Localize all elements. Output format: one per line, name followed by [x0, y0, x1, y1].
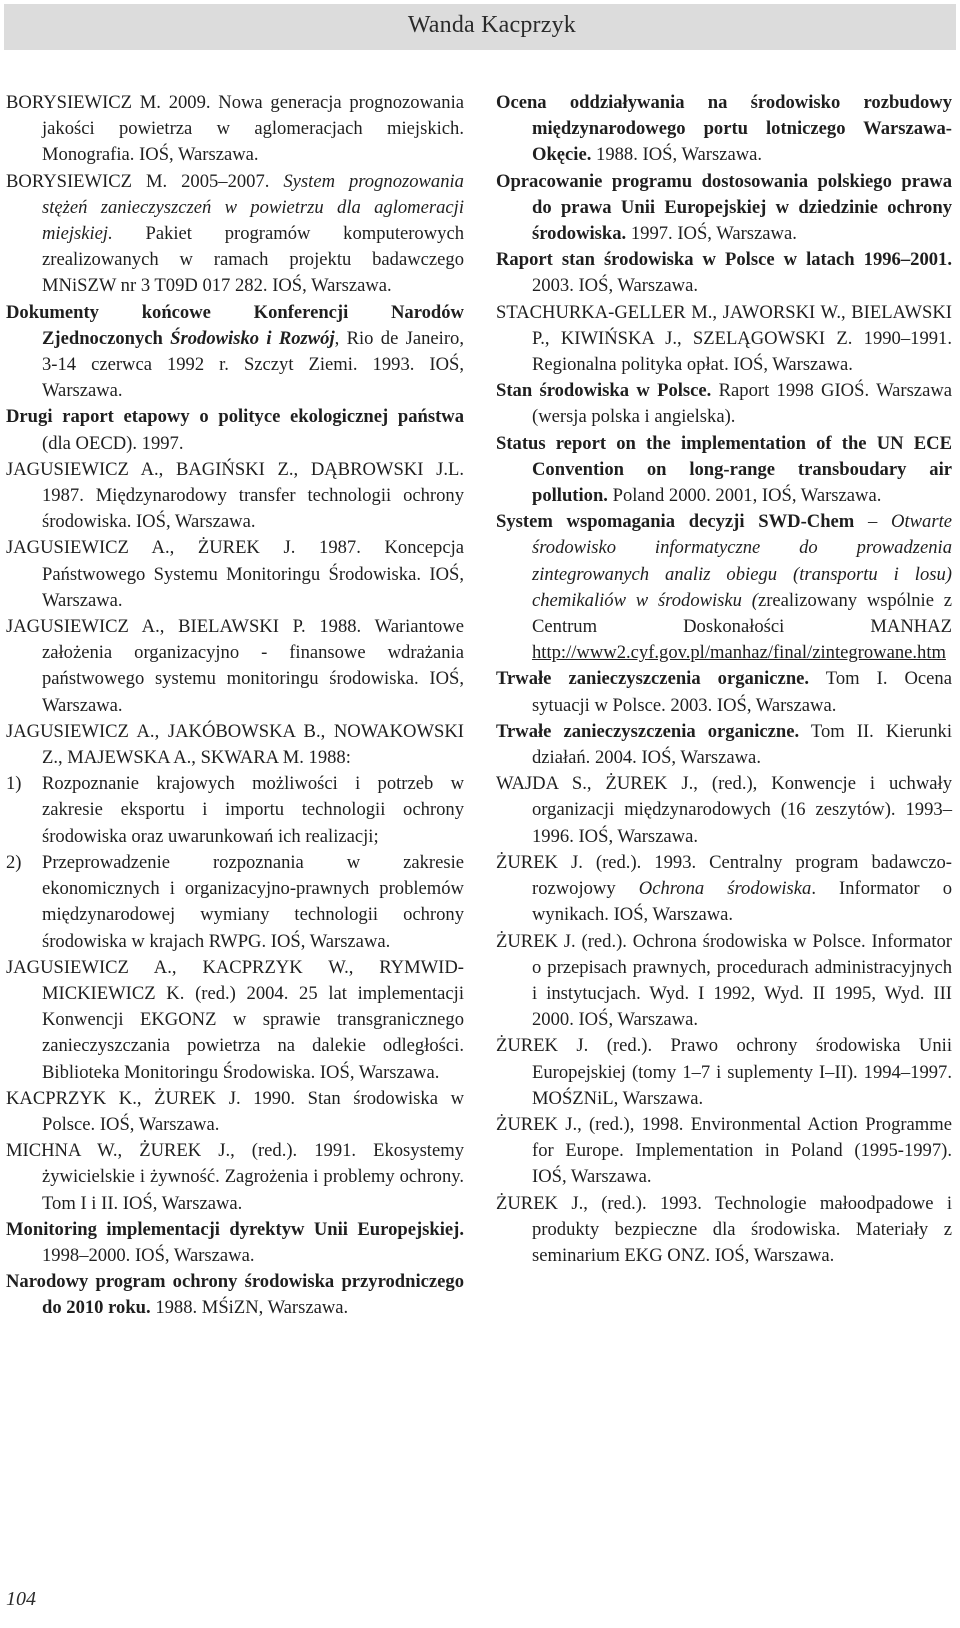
reference-link[interactable]: http://www2.cyf.gov.pl/manhaz/final/zintegrowane.htm — [532, 642, 946, 664]
reference-text: BORYSIEWICZ M. 2009. Nowa generacja prognozowania jakości powietrza w aglomeracjach miejskich. Monografia. IOŚ, Warszawa. — [6, 92, 464, 166]
reference-text: JAGUSIEWICZ A., BAGIŃSKI Z., DĄBROWSKI J.L. 1987. Międzynarodowy transfer technologii ochrony środowiska. IOŚ, Warszawa. — [6, 458, 464, 533]
reference-text: Tom II. Kierunki działań. 2004. IOŚ, Warszawa. — [532, 720, 952, 769]
reference-text: (dla OECD). 1997. — [42, 432, 184, 454]
reference-entry — [496, 719, 952, 771]
sub-item-number: 1) — [6, 773, 22, 795]
page-number: 104 — [6, 1588, 36, 1610]
reference-text: . Informator o wynikach. IOŚ, Warszawa. — [532, 878, 952, 926]
sub-item-text: Przeprowadzenie rozpoznania w zakresie ekonomicznych i organizacyjno-prawnych problemów międzynarodowej wymiany technologii ochrony środowiska w krajach RWPG. IOŚ, Warszawa. — [42, 851, 464, 952]
reference-text: Raport 1998 GIOŚ. Warszawa (wersja polska i angielska). — [532, 380, 952, 428]
reference-entry — [6, 614, 464, 719]
reference-entry — [6, 457, 464, 536]
reference-entry — [6, 404, 464, 456]
sub-item-number: 2) — [6, 851, 22, 873]
reference-entry — [496, 1191, 952, 1270]
reference-entry — [6, 719, 464, 771]
reference-text: JAGUSIEWICZ A., KACPRZYK W., RYMWID-MICKIEWICZ K. (red.) 2004. 25 lat implementacji Konwencji EKGONZ w sprawie transgranicznego zanieczyszczania powietrza na dalekie odległości. Biblioteka Monitoringu Środowiska. IOŚ, Warszawa. — [6, 956, 464, 1083]
reference-entry — [496, 666, 952, 718]
reference-entry — [6, 1086, 464, 1138]
reference-text: Opracowanie programu dostosowania polskiego prawa do prawa Unii Europejskiej w dziedzinie ochrony środowiska. — [496, 170, 952, 245]
reference-entry — [6, 1217, 464, 1269]
reference-entry — [6, 300, 464, 405]
reference-text: Środowisko i Rozwój — [170, 327, 335, 349]
reference-sub-item — [6, 850, 464, 955]
reference-text: STACHURKA-GELLER M., JAWORSKI W., BIELAWSKI P., KIWIŃSKA J., SZELĄGOWSKI Z. 1990–1991. Regionalna polityka opłat. IOŚ, Warszawa. — [496, 301, 952, 376]
reference-text: Drugi raport etapowy o polityce ekologicznej państwa — [6, 406, 464, 428]
reference-text: Poland 2000. 2001, IOŚ, Warszawa. — [607, 485, 882, 507]
reference-entry — [496, 431, 952, 510]
reference-text: Status report on the implementation of the UN ECE Convention on long-range transboudary air pollution. — [496, 432, 952, 507]
reference-text: ŻUREK J. (red.). Ochrona środowiska w Polsce. Informator o przepisach prawnych, procedurach administracyjnych i instytucjach. Wyd. I 1992, Wyd. II 1995, Wyd. III 2000. IOŚ, Warszawa. — [496, 930, 952, 1031]
reference-text: Monitoring implementacji dyrektyw Unii Europejskiej. — [6, 1218, 464, 1240]
reference-text: Ocena oddziaływania na środowisko rozbudowy międzynarodowego portu lotniczego Warszawa-Okęcie. — [496, 92, 952, 166]
reference-entry — [496, 1033, 952, 1112]
reference-text: WAJDA S., ŻUREK J., (red.), Konwencje i uchwały organizacji międzynarodowych (16 zeszytów). 1993–1996. IOŚ, Warszawa. — [496, 773, 952, 847]
reference-text: System prognozowania stężeń zanieczyszczeń w powietrzu dla aglomeracji miejskiej. — [42, 170, 464, 245]
reference-text: JAGUSIEWICZ A., BIELAWSKI P. 1988. Wariantowe założenia organizacyjno - finansowe wdrażania państwowego systemu monitoringu środowiska. IOŚ, Warszawa. — [6, 616, 464, 716]
reference-text: Tom I. Ocena sytuacji w Polsce. 2003. IOŚ, Warszawa. — [532, 668, 952, 716]
reference-text: Ochrona środowiska — [638, 878, 812, 900]
reference-text: Trwałe zanieczyszczenia organiczne. — [496, 720, 800, 742]
reference-text: Pakiet programów komputerowych zrealizowanych w ramach projektu badawczego MNiSZW nr 3 T09D 017 282. IOŚ, Warszawa. — [42, 223, 464, 297]
references-right-column — [496, 90, 952, 1269]
references-left-column — [6, 90, 464, 1322]
reference-entry — [6, 535, 464, 614]
reference-entry — [6, 90, 464, 169]
reference-entry — [496, 300, 952, 379]
reference-text: Trwałe zanieczyszczenia organiczne. — [496, 668, 810, 690]
reference-text: 1997. IOŚ, Warszawa. — [626, 223, 797, 245]
reference-entry — [496, 850, 952, 929]
reference-entry — [6, 1138, 464, 1217]
reference-entry — [6, 955, 464, 1086]
author-name: Wanda Kacprzyk — [407, 12, 576, 38]
reference-text: , Rio de Janeiro, 3-14 czerwca 1992 r. Szczyt Ziemi. 1993. IOŚ, Warszawa. — [42, 327, 464, 402]
reference-text: Dokumenty końcowe Konferencji Narodów Zjednoczonych — [6, 301, 464, 349]
reference-text: System wspomagania decyzji SWD-Chem — [496, 511, 855, 533]
reference-text: Raport stan środowiska w Polsce w latach 1996–2001. — [496, 249, 952, 271]
reference-text: ŻUREK J., (red.), 1998. Environmental Action Programme for Europe. Implementation in Poland (1995-1997). IOŚ, Warszawa. — [496, 1113, 952, 1188]
reference-text: 1988. MŚiZN, Warszawa. — [150, 1297, 349, 1319]
reference-entry — [496, 247, 952, 299]
sub-item-text: Rozpoznanie krajowych możliwości i potrzeb w zakresie eksportu i importu technologii ochrony środowiska oraz uwarunkowań ich realizacji; — [42, 773, 464, 847]
reference-entry — [496, 509, 952, 666]
reference-entry — [496, 90, 952, 169]
reference-text: Otwarte środowisko informatyczne do prowadzenia zintegrowanych analiz obiegu (transportu i losu) chemikaliów w środowisku ( — [532, 511, 952, 611]
reference-text: ŻUREK J. (red.). 1993. Centralny program badawczo-rozwojowy — [496, 851, 952, 900]
reference-entry — [6, 169, 464, 300]
reference-entry — [496, 378, 952, 430]
reference-text: JAGUSIEWICZ A., ŻUREK J. 1987. Koncepcja Państwowego Systemu Monitoringu Środowiska. IOŚ, Warszawa. — [6, 537, 464, 611]
reference-text: zrealizowany wspólnie z Centrum Doskonałości MANHAZ — [532, 589, 952, 638]
reference-text: KACPRZYK K., ŻUREK J. 1990. Stan środowiska w Polsce. IOŚ, Warszawa. — [6, 1087, 464, 1135]
reference-text: BORYSIEWICZ M. 2005–2007. — [6, 170, 284, 192]
reference-entry — [496, 771, 952, 850]
reference-entry — [496, 1112, 952, 1191]
running-header — [4, 4, 956, 50]
reference-entry — [496, 169, 952, 248]
reference-text: 1998–2000. IOŚ, Warszawa. — [42, 1244, 255, 1266]
reference-entry — [6, 1269, 464, 1321]
reference-sub-item — [6, 771, 464, 850]
reference-text: Stan środowiska w Polsce. — [496, 380, 712, 402]
reference-entry — [496, 929, 952, 1034]
reference-text: MICHNA W., ŻUREK J., (red.). 1991. Ekosystemy żywicielskie i żywność. Zagrożenia i problemy ochrony. Tom I i II. IOŚ, Warszawa. — [6, 1140, 464, 1214]
reference-text: Narodowy program ochrony środowiska przyrodniczego do 2010 roku. — [6, 1271, 464, 1319]
reference-text: 1988. IOŚ, Warszawa. — [591, 144, 763, 166]
reference-text: 2003. IOŚ, Warszawa. — [532, 275, 698, 297]
reference-text: ŻUREK J., (red.). 1993. Technologie małoodpadowe i produkty bezpieczne dla środowiska. Materiały z seminarium EKG ONZ. IOŚ, Warszawa. — [496, 1192, 952, 1266]
reference-text: JAGUSIEWICZ A., JAKÓBOWSKA B., NOWAKOWSKI Z., MAJEWSKA A., SKWARA M. 1988: — [6, 720, 464, 769]
reference-text: ŻUREK J. (red.). Prawo ochrony środowiska Unii Europejskiej (tomy 1–7 i suplementy I–II). 1994–1997. MOŚZNiL, Warszawa. — [496, 1035, 952, 1109]
reference-text: – — [854, 511, 892, 533]
